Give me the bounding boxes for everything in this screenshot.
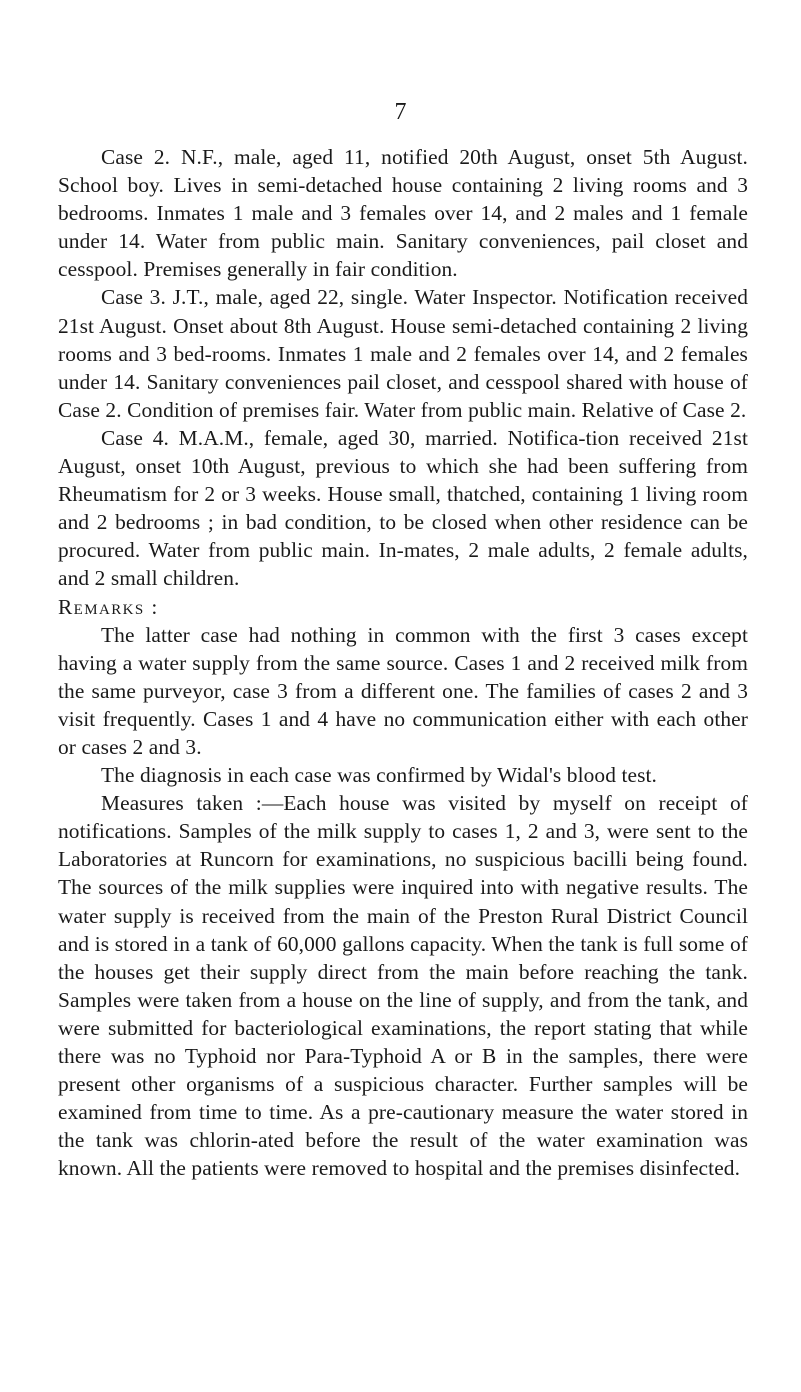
remarks-paragraph-diagnosis: The diagnosis in each case was confirmed by Widal's blood test.	[101, 763, 658, 788]
remarks-paragraph-measures: Measures taken :—Each house was visited by myself on receipt of notifications. Samples of the milk supply to cases 1, 2 and 3, were sent to the Laboratories at Runcorn for examinations, no suspicious bacilli being found. The sources of the milk supplies were inquired into with negative results. The water supply is received from the main of the Preston Rural District Council and is stored in a tank of 60,000 gallons capacity. When the tank is full some of the houses get their supply direct from the main before reaching the tank. Samples were taken from a house on the line of supply, and from the tank, and were submitted for bacteriological examinations, the report stating that while there was no Typhoid nor Para-Typhoid A or B in the samples, there were present other organisms of a suspicious character. Further samples will be examined from time to time. As a pre-cautionary measure the water stored in the tank was chlorin-ated before the result of the water examination was known. All the patients were removed to hospital and the premises disinfected.	[58, 791, 748, 1181]
case-4-paragraph: Case 4. M.A.M., female, aged 30, married. Notifica-tion received 21st August, onset 10th August, previous to which she had been suffering from Rheumatism for 2 or 3 weeks. House small, thatched, containing 1 living room and 2 bedrooms ; in bad condition, to be closed when other residence can be procured. Water from public main. In-mates, 2 male adults, 2 female adults, and 2 small children.	[58, 425, 748, 591]
case-2-paragraph: Case 2. N.F., male, aged 11, notified 20th August, onset 5th August. School boy. Lives in semi-detached house containing 2 living rooms and 3 bedrooms. Inmates 1 male and 3 females over 14, and 2 males and 1 female under 14. Water from public main. Sanitary conveniences, pail closet and cesspool. Premises generally in fair condition.	[58, 145, 748, 282]
remarks-heading: Remarks :	[58, 594, 159, 619]
case-3-paragraph: Case 3. J.T., male, aged 22, single. Water Inspector. Notification received 21st August. Onset about 8th August. House semi-detached containing 2 living rooms and 3 bed-rooms. Inmates 1 male and 2 females over 14, and 2 females under 14. Sanitary conveniences pail closet, and cesspool shared with house of Case 2. Condition of premises fair. Water from public main. Relative of Case 2.	[58, 285, 748, 422]
report-body	[58, 143, 748, 1182]
page-number: 7	[394, 99, 407, 125]
remarks-paragraph-common-source: The latter case had nothing in common with the first 3 cases except having a water supply from the same source. Cases 1 and 2 received milk from the same purveyor, case 3 from a different one. The families of cases 2 and 3 visit frequently. Cases 1 and 4 have no communication either with each other or cases 2 and 3.	[58, 622, 748, 759]
